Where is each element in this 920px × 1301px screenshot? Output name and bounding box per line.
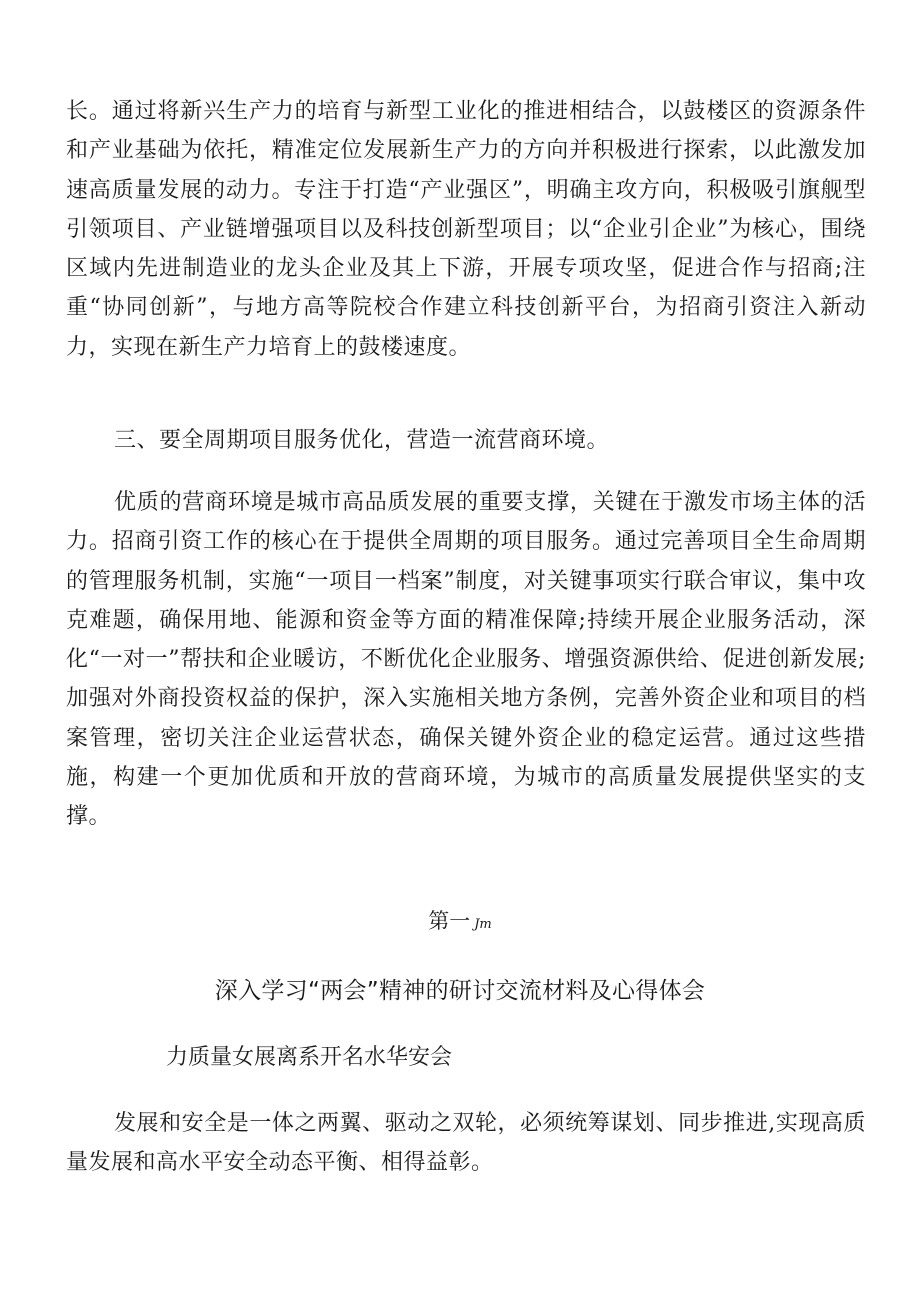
body-paragraph-business-environment: 优质的营商环境是城市高品质发展的重要支撑，关键在于激发市场主体的活力。招商引资工作的核心在于提供全周期的项目服务。通过完善项目全生命周期的管理服务机制，实施“一项目一档案”制度，对关键事项实行联合审议，集中攻克难题，确保用地、能源和资金等方面的精准保障;持续开展企业服务活动，深化“一对一”帮扶和企业暖访，不断优化企业服务、增强资源供给、促进创新发展;加强对外商投资权益的保护，深入实施相关地方条例，完善外资企业和项目的档案管理，密切关注企业运营状态，确保关键外资企业的稳定运营。通过这些措施，构建一个更加优质和开放的营商环境，为城市的高质量发展提供坚实的支撑。 bbox=[66, 490, 866, 830]
section-marker-label: 第一 bbox=[428, 909, 471, 933]
section-marker bbox=[0, 905, 920, 941]
body-paragraph-continued: 长。通过将新兴生产力的培育与新型工业化的推进相结合，以鼓楼区的资源条件和产业基础为依托，精准定位发展新生产力的方向并积极进行探索，以此激发加速高质量发展的动力。专注于打造“产业强区”，明确主攻方向，积极吸引旗舰型引领项目、产业链增强项目以及科技创新型项目；以“企业引企业”为核心，围绕区域内先进制造业的龙头企业及其上下游，开展专项攻坚，促进合作与招商;注重“协同创新”，与地方高等院校合作建立科技创新平台，为招商引资注入新动力，实现在新生产力培育上的鼓楼速度。 bbox=[66, 99, 866, 360]
document-subtitle: 力质量女展离系开名水华安会 bbox=[166, 1045, 453, 1070]
document-title: 深入学习“两会”精神的研讨交流材料及心得体会 bbox=[214, 978, 706, 1004]
section-heading-three: 三、要全周期项目服务优化，营造一流营商环境。 bbox=[114, 428, 610, 453]
body-paragraph-development-security: 发展和安全是一体之两翼、驱动之双轮，必须统筹谋划、同步推进,实现高质量发展和高水平安全动态平衡、相得益彰。 bbox=[66, 1111, 866, 1176]
section-marker-suffix: Jm bbox=[474, 917, 492, 932]
